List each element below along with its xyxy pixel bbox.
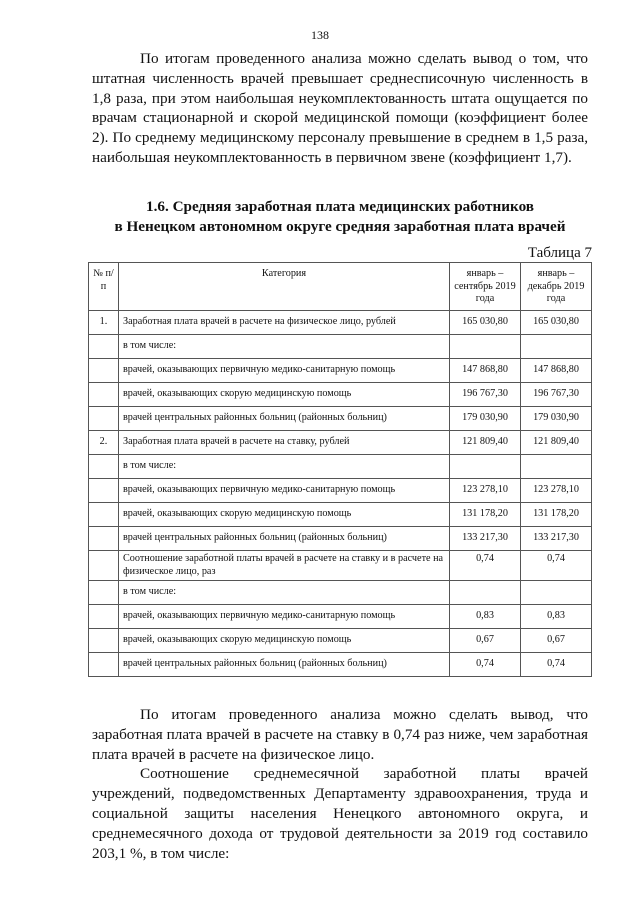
row-value-jan-sep: 131 178,20 <box>450 503 521 527</box>
salary-table <box>88 262 592 677</box>
section-heading-line2: в Ненецком автономном округе средняя заработная плата врачей <box>114 217 566 235</box>
row-value-jan-sep <box>450 335 521 359</box>
row-value-jan-dec <box>521 581 592 605</box>
table-row <box>89 503 592 527</box>
row-number <box>89 335 119 359</box>
row-value-jan-sep: 0,83 <box>450 605 521 629</box>
paragraph-conclusion: По итогам проведенного анализа можно сделать вывод, что заработная плата врачей в расчете на ставку в 0,74 раз ниже, чем заработная плата врачей в расчете на физическое лицо. <box>92 706 588 763</box>
row-value-jan-dec: 0,67 <box>521 629 592 653</box>
row-value-jan-sep: 179 030,90 <box>450 407 521 431</box>
row-number <box>89 605 119 629</box>
row-value-jan-sep: 147 868,80 <box>450 359 521 383</box>
row-value-jan-sep <box>450 581 521 605</box>
row-value-jan-dec: 179 030,90 <box>521 407 592 431</box>
row-number: 1. <box>89 311 119 335</box>
paragraph-ratio: Соотношение среднемесячной заработной платы врачей учреждений, подведомственных Департаменту здравоохранения, труда и социальной защиты населения Ненецкого автономного округа, и среднемесячного дохода от трудовой деятельности за 2019 год составило 203,1 %, в том числе: <box>92 765 588 862</box>
row-value-jan-dec: 196 767,30 <box>521 383 592 407</box>
row-number <box>89 407 119 431</box>
row-value-jan-dec: 0,74 <box>521 551 592 581</box>
table-row <box>89 551 592 581</box>
table-row <box>89 629 592 653</box>
table-label: Таблица 7 <box>527 245 592 261</box>
section-heading-line1: 1.6. Средняя заработная плата медицинских работников <box>145 198 534 215</box>
row-number <box>89 653 119 677</box>
row-category: врачей, оказывающих скорую медицинскую помощь <box>119 629 450 653</box>
row-value-jan-sep: 121 809,40 <box>450 431 521 455</box>
row-number <box>89 479 119 503</box>
row-number <box>89 503 119 527</box>
table-header-row <box>89 263 592 311</box>
row-category: врачей центральных районных больниц (районных больниц) <box>119 407 450 431</box>
header-number: № п/п <box>89 263 119 311</box>
row-value-jan-sep: 0,74 <box>450 551 521 581</box>
table-row <box>89 455 592 479</box>
paragraph-analysis-staffing <box>92 49 588 168</box>
row-category: врачей центральных районных больниц (районных больниц) <box>119 653 450 677</box>
table-row <box>89 431 592 455</box>
row-category: врачей, оказывающих первичную медико-санитарную помощь <box>119 359 450 383</box>
page-number: 138 <box>311 28 329 42</box>
row-value-jan-sep: 0,67 <box>450 629 521 653</box>
row-category: Заработная плата врачей в расчете на физическое лицо, рублей <box>119 311 450 335</box>
table-row <box>89 653 592 677</box>
table-row <box>89 527 592 551</box>
table-row <box>89 311 592 335</box>
row-value-jan-dec: 165 030,80 <box>521 311 592 335</box>
row-category: врачей, оказывающих скорую медицинскую помощь <box>119 503 450 527</box>
row-number <box>89 359 119 383</box>
row-number <box>89 551 119 581</box>
row-category: врачей, оказывающих первичную медико-санитарную помощь <box>119 479 450 503</box>
table-row <box>89 479 592 503</box>
row-number <box>89 527 119 551</box>
row-value-jan-dec: 0,74 <box>521 653 592 677</box>
row-category: Соотношение заработной платы врачей в расчете на ставку и в расчете на физическое лицо, раз <box>119 551 450 581</box>
section-heading <box>80 197 600 236</box>
row-number <box>89 581 119 605</box>
table-row <box>89 383 592 407</box>
row-category: врачей, оказывающих первичную медико-санитарную помощь <box>119 605 450 629</box>
paragraph-text: По итогам проведенного анализа можно сделать вывод о том, что штатная численность врачей превышает среднесписочную численность в 1,8 раза, при этом наибольшая неукомплектованность штата ощущается по врачам стационарной и скорой медицинской помощи (коэффициент более 2). По среднему медицинскому персоналу превышение в среднем в 1,5 раза, наибольшая неукомплектованность в первичном звене (коэффициент 1,7). <box>92 50 588 166</box>
header-jan-sep-2019: январь – сентябрь 2019 года <box>450 263 521 311</box>
row-value-jan-sep: 133 217,30 <box>450 527 521 551</box>
row-number <box>89 629 119 653</box>
table-row <box>89 407 592 431</box>
row-value-jan-sep: 165 030,80 <box>450 311 521 335</box>
row-category: врачей, оказывающих скорую медицинскую помощь <box>119 383 450 407</box>
row-category: в том числе: <box>119 335 450 359</box>
table-row <box>89 359 592 383</box>
row-value-jan-sep: 0,74 <box>450 653 521 677</box>
row-number: 2. <box>89 431 119 455</box>
row-value-jan-dec: 0,83 <box>521 605 592 629</box>
header-jan-dec-2019: январь – декабрь 2019 года <box>521 263 592 311</box>
row-value-jan-sep: 123 278,10 <box>450 479 521 503</box>
row-category: врачей центральных районных больниц (районных больниц) <box>119 527 450 551</box>
row-value-jan-sep <box>450 455 521 479</box>
table-row <box>89 605 592 629</box>
row-value-jan-dec: 121 809,40 <box>521 431 592 455</box>
row-value-jan-dec: 133 217,30 <box>521 527 592 551</box>
row-number <box>89 383 119 407</box>
row-value-jan-sep: 196 767,30 <box>450 383 521 407</box>
table-row <box>89 581 592 605</box>
row-category: Заработная плата врачей в расчете на ставку, рублей <box>119 431 450 455</box>
row-category: в том числе: <box>119 581 450 605</box>
row-category: в том числе: <box>119 455 450 479</box>
header-category: Категория <box>119 263 450 311</box>
row-value-jan-dec <box>521 455 592 479</box>
row-value-jan-dec: 147 868,80 <box>521 359 592 383</box>
row-number <box>89 455 119 479</box>
row-value-jan-dec: 123 278,10 <box>521 479 592 503</box>
row-value-jan-dec: 131 178,20 <box>521 503 592 527</box>
table-row <box>89 335 592 359</box>
row-value-jan-dec <box>521 335 592 359</box>
conclusion-block <box>92 705 588 863</box>
